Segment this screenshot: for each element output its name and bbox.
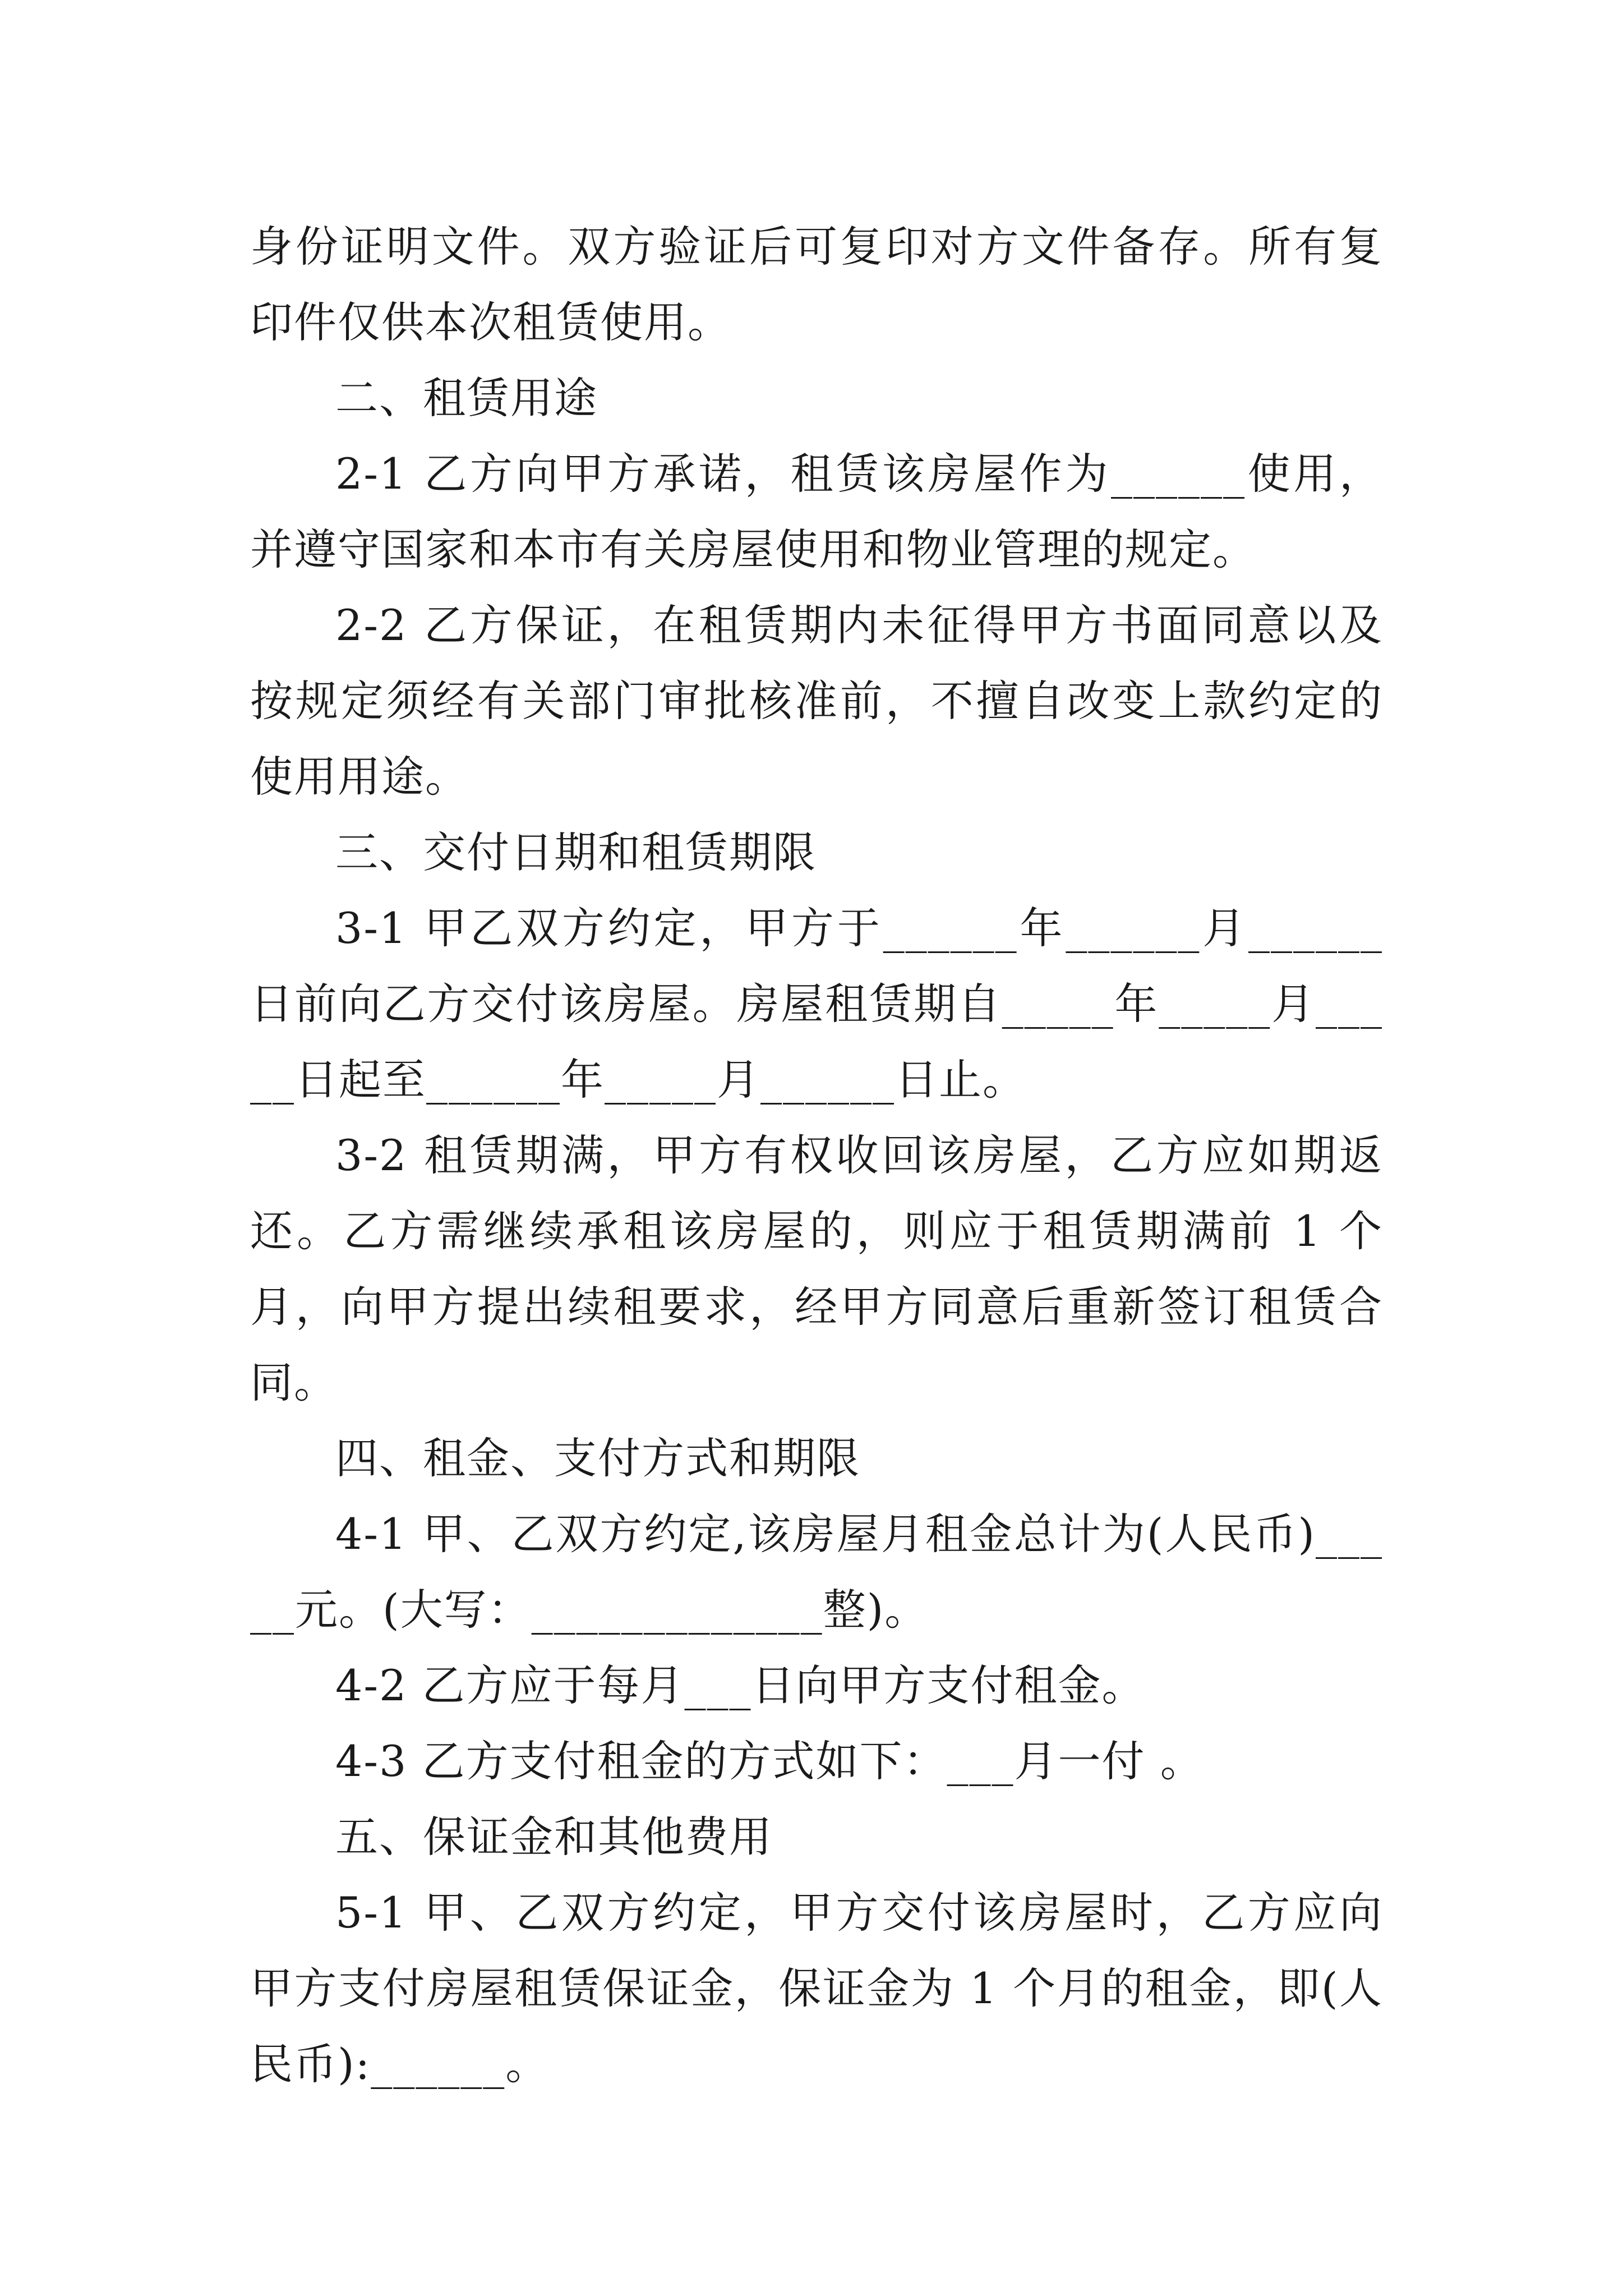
clause-5-1: 5-1 甲、乙双方约定，甲方交付该房屋时，乙方应向甲方支付房屋租赁保证金，保证金为 1 个月的租金，即(人民币):______。 xyxy=(250,1888,1383,2089)
clause-2-2: 2-2 乙方保证，在租赁期内未征得甲方书面同意以及按规定须经有关部门审批核准前，不擅自改变上款约定的使用用途。 xyxy=(250,600,1383,802)
section-heading-usage: 二、租赁用途 xyxy=(335,373,598,423)
clause-4-2: 4-2 乙方应于每月___日向甲方支付租金。 xyxy=(335,1660,1146,1710)
contract-body xyxy=(250,209,1383,2102)
clause-2-1: 2-1 乙方向甲方承诺，租赁该房屋作为______使用，并遵守国家和本市有关房屋使用和物业管理的规定。 xyxy=(250,449,1383,574)
paragraph-id-documents: 身份证明文件。双方验证后可复印对方文件备存。所有复印件仅供本次租赁使用。 xyxy=(250,222,1383,347)
section-heading-deposit-fees: 五、保证金和其他费用 xyxy=(335,1812,773,1862)
clause-3-1: 3-1 甲乙双方约定，甲方于______年______月______日前向乙方交付该房屋。房屋租赁期自_____年_____月_____日起至______年_____月______日止。 xyxy=(250,903,1383,1105)
section-heading-rent-payment: 四、租金、支付方式和期限 xyxy=(335,1433,860,1483)
clause-4-1: 4-1 甲、乙双方约定,该房屋月租金总计为(人民币)_____元。(大写：_____________整)。 xyxy=(250,1509,1383,1635)
clause-3-2: 3-2 租赁期满，甲方有权收回该房屋，乙方应如期返还。乙方需继续承租该房屋的，则应于租赁期满前 1 个月，向甲方提出续租要求，经甲方同意后重新签订租赁合同。 xyxy=(250,1130,1383,1407)
section-heading-delivery-term: 三、交付日期和租赁期限 xyxy=(335,827,817,877)
clause-4-3: 4-3 乙方支付租金的方式如下：___月一付 。 xyxy=(335,1736,1204,1786)
